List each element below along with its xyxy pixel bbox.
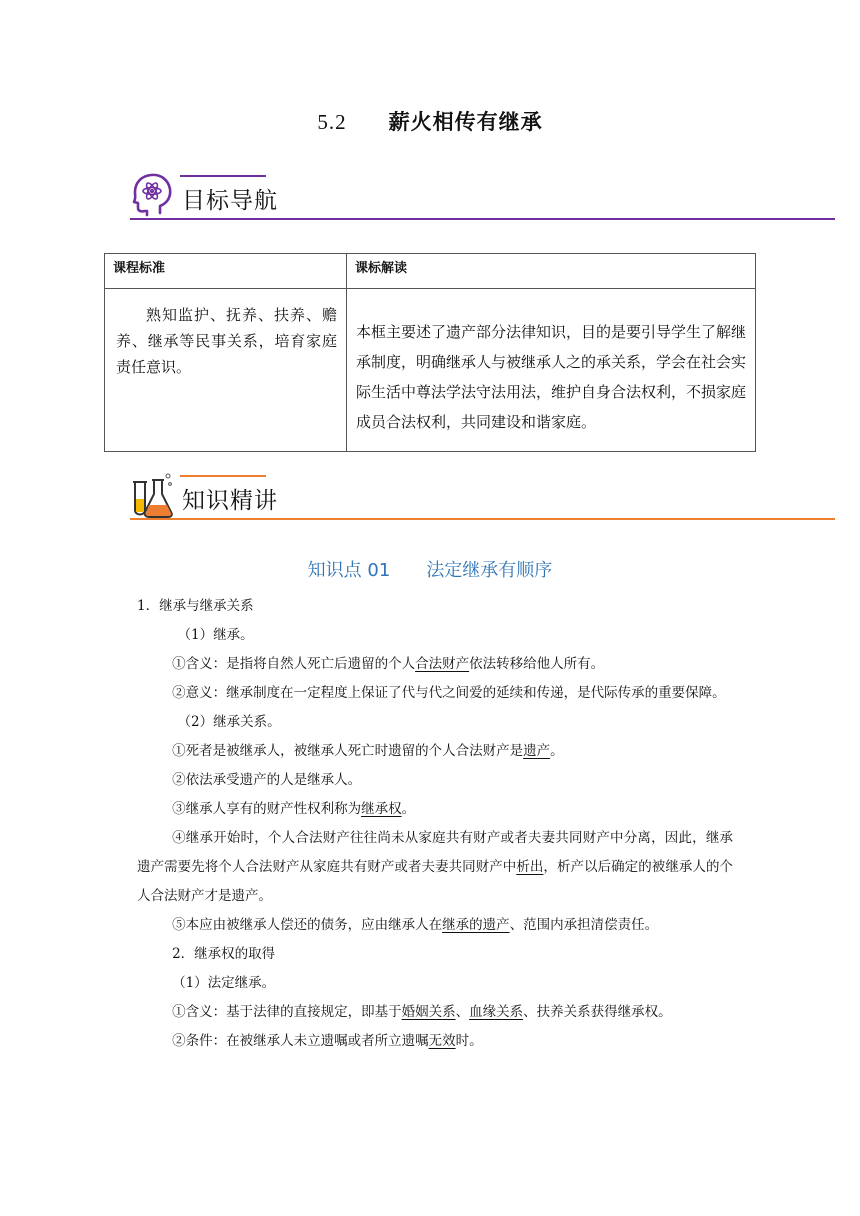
text: 。 [401, 801, 416, 817]
text: ①含义：是指将自然人死亡后遗留的个人 [172, 656, 416, 672]
page-title [0, 106, 860, 136]
underlined-term: 继承权 [361, 801, 402, 817]
table-header-standard: 课程标准 [105, 254, 347, 289]
text: ，析产以后确定的被继承人的个人合法财产才是遗产。 [137, 859, 734, 904]
table-row [105, 289, 756, 452]
title-text: 薪火相传有继承 [388, 110, 543, 134]
underlined-term: 无效 [428, 1033, 456, 1049]
paragraph-1 [137, 650, 733, 679]
section-goal-header [130, 172, 835, 220]
table-cell-interpretation [347, 289, 756, 452]
paragraph-3 [137, 737, 733, 766]
section-goal-rule [130, 218, 835, 220]
underlined-term: 血缘关系 [469, 1004, 524, 1020]
paragraph-5 [137, 795, 733, 824]
paragraph-8 [137, 998, 733, 1027]
head-atom-icon [130, 172, 174, 218]
text: ①死者是被继承人，被继承人死亡时遗留的个人合法财产是 [172, 743, 524, 759]
text: 、扶养关系获得继承权。 [523, 1004, 672, 1020]
paragraph-4: ②依法承受遗产的人是继承人。 [172, 772, 362, 788]
subheading-3: （1）法定继承。 [172, 975, 276, 991]
interpretation-text: 本框主要述了遗产部分法律知识，目的是要引导学生了解继承制度，明确继承人与被继承人之的承关系，学会在社会实际生活中尊法学法守法用法，维护自身合法权利，不损家庭成员合法权利，共同建设和谐家庭。 [356, 323, 747, 431]
underlined-term: 遗产 [523, 743, 551, 759]
subheading-2: （2）继承关系。 [177, 714, 281, 730]
table-header-row [105, 254, 756, 289]
section-knowledge-header [130, 472, 835, 520]
table-header-interpretation: 课标解读 [347, 254, 756, 289]
underlined-term: 继承的遗产 [442, 917, 510, 933]
standard-text: 熟知监护、抚养、扶养、赡养、继承等民事关系，培育家庭责任意识。 [116, 306, 337, 376]
section-goal-topline [180, 175, 266, 177]
text: ⑤本应由被继承人偿还的债务，应由继承人在 [172, 917, 443, 933]
text: 、 [455, 1004, 470, 1020]
flask-icon [130, 472, 174, 518]
underlined-term: 婚姻关系 [401, 1004, 456, 1020]
title-number: 5.2 [317, 110, 347, 134]
subheading-1: （1）继承。 [177, 627, 254, 643]
knowledge-point-title [0, 556, 860, 582]
content-body [137, 592, 733, 1056]
text: ④继承开始时，个人合法财产往往尚未从家庭共有财产或者夫妻共同财产中分离，因此，继承遗产需要先将个人合法财产从家庭共有财产或者夫妻共同财产中 [137, 830, 733, 875]
heading-1: 1．继承与继承关系 [137, 598, 254, 614]
underlined-term: 析出 [516, 859, 544, 875]
text: ②条件：在被继承人未立遗嘱或者所立遗嘱 [172, 1033, 429, 1049]
text: 依法转移给他人所有。 [469, 656, 605, 672]
section-goal-label: 目标导航 [182, 188, 278, 214]
paragraph-7 [137, 911, 733, 940]
text: 。 [550, 743, 564, 759]
text: ③继承人享有的财产性权利称为 [172, 801, 362, 817]
paragraph-6 [137, 824, 733, 911]
paragraph-2: ②意义：继承制度在一定程度上保证了代与代之间爱的延续和传递，是代际传承的重要保障。 [172, 685, 726, 701]
section-knowledge-rule [130, 518, 835, 520]
text: ①含义：基于法律的直接规定，即基于 [172, 1004, 402, 1020]
curriculum-table [104, 253, 756, 452]
text: 时。 [455, 1033, 483, 1049]
heading-2: 2．继承权的取得 [172, 946, 276, 962]
knowledge-point-text: 法定继承有顺序 [426, 560, 553, 581]
underlined-term: 合法财产 [415, 656, 470, 672]
knowledge-point-number: 知识点 01 [307, 560, 391, 581]
section-knowledge-topline [180, 475, 266, 477]
paragraph-9 [137, 1027, 733, 1056]
section-knowledge-label: 知识精讲 [182, 488, 278, 514]
text: 、范围内承担清偿责任。 [509, 917, 659, 933]
table-cell-standard [105, 289, 347, 452]
